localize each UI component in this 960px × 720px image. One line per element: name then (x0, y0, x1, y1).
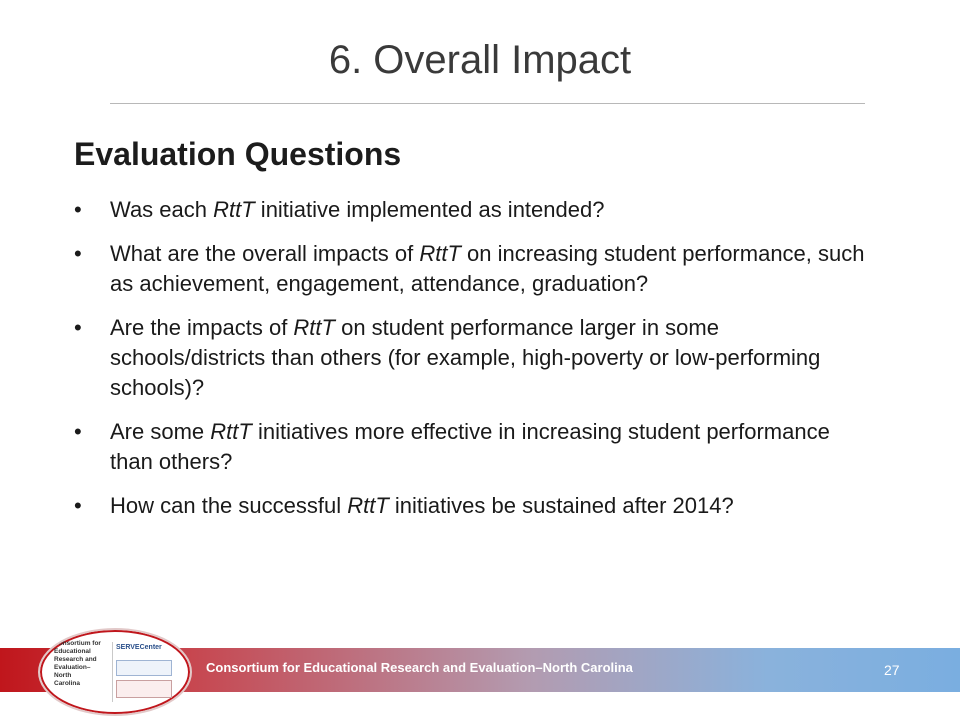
serve-center-logo: SERVECenter (116, 644, 162, 651)
logo-line: Educational (54, 648, 91, 655)
question-text-part: How can the successful (110, 493, 348, 518)
question-text (110, 197, 604, 222)
question-item (74, 491, 874, 521)
question-text-part: initiatives be sustained after 2014? (388, 493, 734, 518)
question-text-part: Are the impacts of (110, 315, 294, 340)
evaluation-question-list (74, 195, 874, 535)
page-number: 27 (884, 662, 900, 678)
section-heading: Evaluation Questions (74, 136, 402, 172)
logo-wordmark (54, 640, 112, 688)
question-text (110, 241, 864, 296)
question-text (110, 493, 734, 518)
logo-line: Research and (54, 656, 97, 663)
ceresnc-logo (38, 628, 192, 716)
bullet-icon: • (74, 315, 82, 340)
question-italic-term: RttT (419, 241, 461, 266)
question-item (74, 313, 874, 403)
question-text-part: on increasing student performance, such as achievement, engagement, attendance, graduation? (110, 241, 865, 296)
partner-logo-panel (116, 680, 172, 698)
question-text (110, 419, 830, 474)
question-italic-term: RttT (293, 315, 335, 340)
bullet-icon: • (74, 197, 82, 222)
logo-line: Consortium for (54, 640, 101, 647)
title-divider (110, 103, 865, 104)
question-italic-term: RttT (347, 493, 389, 518)
bullet-icon: • (74, 419, 82, 444)
question-item (74, 417, 874, 477)
question-text-part: What are the overall impacts of (110, 241, 420, 266)
bullet-icon: • (74, 493, 82, 518)
partner-logo-panel (116, 660, 172, 676)
question-italic-term: RttT (213, 197, 255, 222)
logo-line: North (54, 672, 72, 679)
bullet-icon: • (74, 241, 82, 266)
question-text-part: on student performance larger in some schools/districts than others (for example, high-poverty or low-performing schools)? (110, 315, 821, 400)
question-text-part: initiatives more effective in increasing student performance than others? (110, 419, 830, 474)
logo-divider (112, 642, 113, 702)
question-text-part: initiative implemented as intended? (254, 197, 605, 222)
question-text-part: Was each (110, 197, 214, 222)
logo-line: Carolina (54, 680, 81, 687)
slide-title: 6. Overall Impact (328, 38, 632, 82)
question-item (74, 239, 874, 299)
question-text-part: Are some (110, 419, 211, 444)
question-italic-term: RttT (210, 419, 252, 444)
footer-organization: Consortium for Educational Research and Evaluation–North Carolina (206, 660, 633, 675)
question-text (110, 315, 820, 400)
question-item (74, 195, 874, 225)
logo-line: Evaluation– (54, 664, 91, 671)
